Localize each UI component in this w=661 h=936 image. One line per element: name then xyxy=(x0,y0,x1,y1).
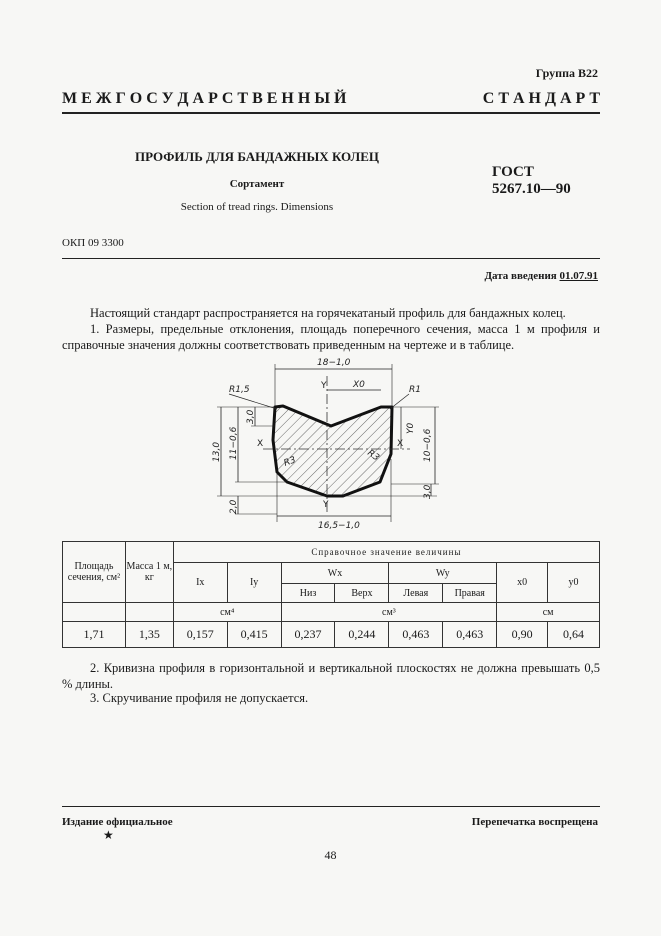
th-unit-cm4: см⁴ xyxy=(173,603,281,622)
okp-code: ОКП 09 3300 xyxy=(62,237,124,249)
cell-wx-low: 0,237 xyxy=(281,622,335,648)
paragraph-scope-text: Настоящий стандарт распространяется на горячекатаный профиль для бандажных колец. xyxy=(90,306,566,320)
radius-right-top: R1 xyxy=(409,385,421,395)
th-wx: Wx xyxy=(281,563,389,584)
dim-right-height: 10−0,6 xyxy=(423,428,433,462)
cell-wx-top: 0,244 xyxy=(335,622,389,648)
cell-area: 1,71 xyxy=(63,622,126,648)
group-code: Группа В22 xyxy=(535,66,598,80)
cell-y0: 0,64 xyxy=(548,622,600,648)
th-x0: x0 xyxy=(497,563,548,603)
table-row xyxy=(63,622,600,648)
dim-y0: Y0 xyxy=(406,422,416,434)
radius-left-top: R1,5 xyxy=(229,385,250,395)
paragraph-3-text: 3. Скручивание профиля не допускается. xyxy=(90,691,309,705)
axis-y-bottom-label: Y xyxy=(323,500,329,510)
th-y0: y0 xyxy=(548,563,600,603)
intro-date xyxy=(484,270,598,282)
standard-banner xyxy=(62,90,600,108)
cell-wy-right: 0,463 xyxy=(443,622,497,648)
footer-rule xyxy=(62,806,600,807)
paragraph-2 xyxy=(62,660,600,692)
header-rule xyxy=(62,112,600,114)
th-wy-right: Правая xyxy=(443,584,497,603)
dim-left-height: 11−0,6 xyxy=(229,426,239,460)
intro-date-value: 01.07.91 xyxy=(559,270,598,282)
radius-left-bottom: R3 xyxy=(282,455,298,469)
banner-word-1: М Е Ж Г О С У Д А Р С Т В Е Н Н Ы Й xyxy=(62,90,347,107)
th-area: Площадь сечения, см² xyxy=(63,542,126,603)
cell-iy: 0,415 xyxy=(227,622,281,648)
star-icon: ★ xyxy=(103,828,114,842)
th-wx-low: Низ xyxy=(281,584,335,603)
axis-y-top-label: Y xyxy=(321,381,327,391)
dim-right-bottom: 3,0 xyxy=(423,484,433,499)
th-ix: Ix xyxy=(173,563,227,603)
th-mass: Масса 1 м, кг xyxy=(125,542,173,603)
th-wx-top: Верх xyxy=(335,584,389,603)
axis-x-right-label: X xyxy=(397,439,404,449)
dim-total-height: 13,0 xyxy=(212,441,222,462)
th-iy: Iy xyxy=(227,563,281,603)
cell-wy-left: 0,463 xyxy=(389,622,443,648)
cell-x0: 0,90 xyxy=(497,622,548,648)
page-title: ПРОФИЛЬ ДЛЯ БАНДАЖНЫХ КОЛЕЦ xyxy=(135,149,379,164)
dim-left-top: 3,0 xyxy=(246,409,256,424)
paragraph-3 xyxy=(62,690,600,706)
th-reference: Справочное значение величины xyxy=(173,542,599,563)
paragraph-2-text: 2. Кривизна профиля в горизонтальной и вертикальной плоскостях не должна превышать 0,5 % длины. xyxy=(62,661,600,691)
intro-date-label: Дата введения xyxy=(484,270,557,282)
okp-rule xyxy=(62,258,600,259)
english-title: Section of tread rings. Dimensions xyxy=(180,201,334,213)
cell-ix: 0,157 xyxy=(173,622,227,648)
cell-mass: 1,35 xyxy=(125,622,173,648)
axis-x-left-label: X xyxy=(257,439,264,449)
dim-x0: X0 xyxy=(353,380,365,390)
th-unit-cm: см xyxy=(497,603,600,622)
th-wy-left: Левая xyxy=(389,584,443,603)
profile-drawing xyxy=(205,354,455,529)
dim-left-bottom: 2,0 xyxy=(229,499,239,514)
spec-table xyxy=(62,541,600,648)
paragraph-1-text: 1. Размеры, предельные отклонения, площадь поперечного сечения, масса 1 м профиля и справочные значения должны соответствовать приведенным на чертеже и в таблице. xyxy=(62,322,600,352)
reprint-prohibited: Перепечатка воспрещена xyxy=(471,816,598,828)
paragraph-1 xyxy=(62,321,600,353)
th-wy: Wy xyxy=(389,563,497,584)
radius-right-bottom: R3 xyxy=(365,448,381,464)
th-unit-cm3: см³ xyxy=(281,603,497,622)
page-subtitle: Сортамент xyxy=(229,178,285,190)
page-number: 48 xyxy=(324,848,337,862)
gost-label: ГОСТ xyxy=(492,164,534,180)
paragraph-scope xyxy=(62,305,600,321)
banner-word-2: С Т А Н Д А Р Т xyxy=(482,90,600,107)
dim-top-width: 18−1,0 xyxy=(317,358,351,368)
gost-number: 5267.10—90 xyxy=(492,181,571,197)
dim-bottom-width: 16,5−1,0 xyxy=(318,521,360,529)
official-edition: Издание официальное xyxy=(62,816,173,828)
